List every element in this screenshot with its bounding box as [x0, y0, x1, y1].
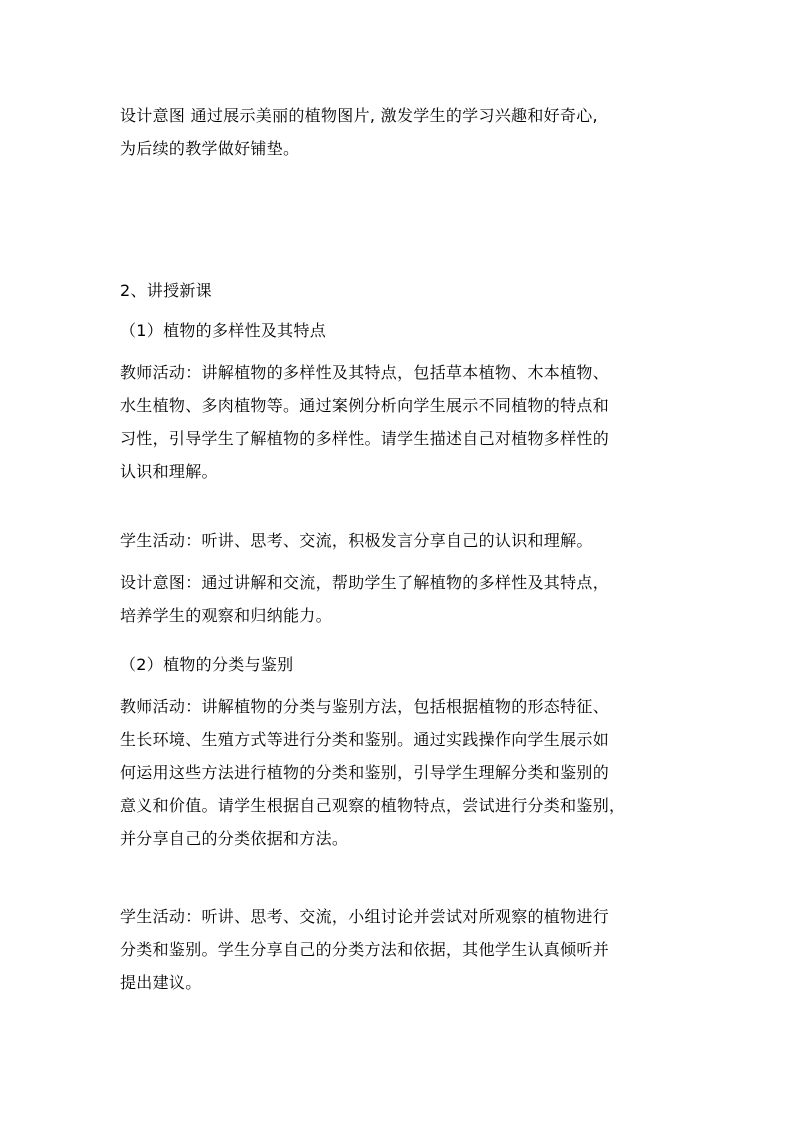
part1-teacher-paragraph: [120, 356, 680, 488]
text-line: 提出建议。: [120, 973, 202, 992]
part2-title-text: （2）植物的分类与鉴别: [120, 655, 294, 674]
text-line: 学生活动：听讲、思考、交流，积极发言分享自己的认识和理解。: [120, 531, 593, 550]
text-line: 分类和鉴别。学生分享自己的分类方法和依据，其他学生认真倾听并: [120, 940, 610, 959]
intro-design-paragraph: [120, 99, 680, 165]
part1-design-paragraph: [120, 566, 680, 632]
text-line: 何运用这些方法进行植物的分类和鉴别，引导学生理解分类和鉴别的: [120, 763, 610, 782]
text-line: 教师活动：讲解植物的分类与鉴别方法，包括根据植物的形态特征、: [120, 697, 610, 716]
part2-title: [120, 648, 680, 681]
text-line: 设计意图 通过展示美丽的植物图片, 激发学生的学习兴趣和好奇心,: [120, 106, 598, 125]
text-line: 认识和理解。: [120, 462, 218, 481]
section-heading: [120, 274, 680, 307]
text-line: 并分享自己的分类依据和方法。: [120, 829, 349, 848]
part1-title-text: （1）植物的多样性及其特点: [120, 321, 327, 340]
text-line: 意义和价值。请学生根据自己观察的植物特点，尝试进行分类和鉴别，: [120, 796, 626, 815]
text-line: 学生活动：听讲、思考、交流，小组讨论并尝试对所观察的植物进行: [120, 907, 610, 926]
part2-student-paragraph: [120, 900, 680, 999]
part1-title: [120, 314, 680, 347]
text-line: 培养学生的观察和归纳能力。: [120, 606, 332, 625]
text-line: 生长环境、生殖方式等进行分类和鉴别。通过实践操作向学生展示如: [120, 730, 610, 749]
part1-student-paragraph: [120, 524, 680, 557]
text-line: 水生植物、多肉植物等。通过案例分析向学生展示不同植物的特点和: [120, 396, 610, 415]
part2-teacher-paragraph: [120, 690, 680, 855]
section-heading-text: 2、讲授新课: [120, 281, 212, 300]
text-line: 教师活动：讲解植物的多样性及其特点，包括草本植物、木本植物、: [120, 363, 610, 382]
text-line: 习性，引导学生了解植物的多样性。请学生描述自己对植物多样性的: [120, 429, 610, 448]
text-line: 设计意图：通过讲解和交流，帮助学生了解植物的多样性及其特点，: [120, 573, 610, 592]
text-line: 为后续的教学做好铺垫。: [120, 139, 300, 158]
